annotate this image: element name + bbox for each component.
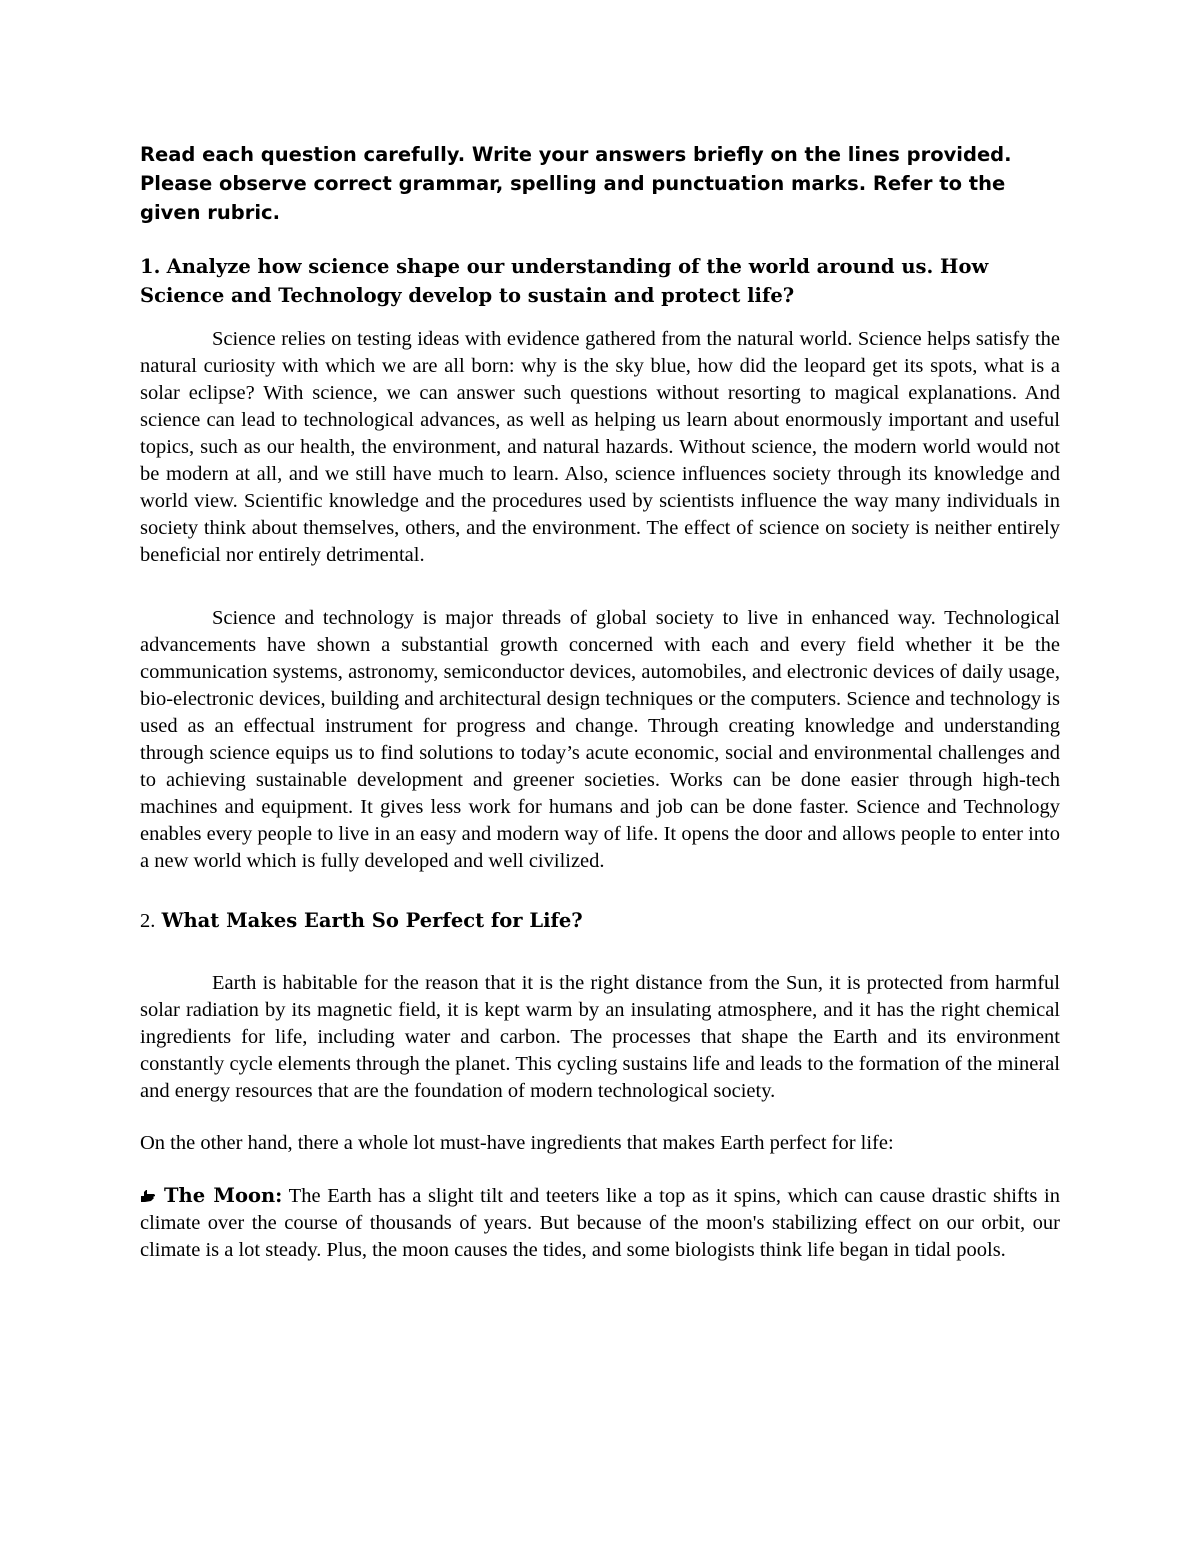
question-1-heading	[140, 252, 1060, 310]
bullet-item-moon	[140, 1182, 1060, 1264]
question-1-number: 1.	[140, 255, 161, 278]
question-2-answer-paragraph: Earth is habitable for the reason that it is the right distance from the Sun, it is protected from harmful solar radiation by its magnetic field, it is kept warm by an insulating atmosphere, and it has the right chemical ingredients for life, including water and carbon. The processes that shape the Earth and its environment constantly cycle elements through the planet. This cycling sustains life and leads to the formation of the mineral and energy resources that are the foundation of modern technological society.	[140, 972, 1060, 1102]
question-1-title: Analyze how science shape our understanding of the world around us. How Science and Technology develop to sustain and protect life?	[140, 255, 989, 307]
hand-pointer-icon	[140, 1189, 156, 1203]
question-2-title: What Makes Earth So Perfect for Life?	[161, 909, 583, 932]
question-2-intro: On the other hand, there a whole lot must-have ingredients that makes Earth perfect for life:	[140, 1132, 894, 1154]
instructions: Read each question carefully. Write your answers briefly on the lines provided. Please observe correct grammar, spelling and punctuation marks. Refer to the given rubric.	[140, 143, 1012, 224]
bullet-term: The Moon:	[164, 1184, 283, 1207]
document-page	[140, 140, 1060, 1264]
question-2-heading	[140, 906, 1060, 936]
question-1-answer-paragraph-1: Science relies on testing ideas with evidence gathered from the natural world. Science helps satisfy the natural curiosity with which we are all born: why is the sky blue, how did the leopard get its spots, what is a solar eclipse? With science, we can answer such questions without resorting to magical explanations. And science can lead to technological advances, as well as helping us learn about enormously important and useful topics, such as our health, the environment, and natural hazards. Without science, the modern world would not be modern at all, and we still have much to learn. Also, science influences society through its knowledge and world view. Scientific knowledge and the procedures used by scientists influence the way many individuals in society think about themselves, others, and the environment. The effect of science on society is neither entirely beneficial nor entirely detrimental.	[140, 328, 1060, 566]
bullet-text: The Earth has a slight tilt and teeters like a top as it spins, which can cause drastic shifts in climate over the course of thousands of years. But because of the moon's stabilizing effect on our orbit, our climate is a lot steady. Plus, the moon causes the tides, and some biologists think life began in tidal pools.	[140, 1185, 1061, 1261]
question-2-number: 2.	[140, 910, 156, 932]
question-1-answer-paragraph-2: Science and technology is major threads of global society to live in enhanced way. Technological advancements have shown a substantial growth concerned with each and every field whether it be the communication systems, astronomy, semiconductor devices, automobiles, and electronic devices of daily usage, bio-electronic devices, building and architectural design techniques or the computers. Science and technology is used as an effectual instrument for progress and change. Through creating knowledge and understanding through science equips us to find solutions to today’s acute economic, social and environmental challenges and to achieving sustainable development and greener societies. Works can be done easier through high-tech machines and equipment. It gives less work for humans and job can be done faster. Science and Technology enables every people to live in an easy and modern way of life. It opens the door and allows people to enter into a new world which is fully developed and well civilized.	[140, 607, 1060, 872]
